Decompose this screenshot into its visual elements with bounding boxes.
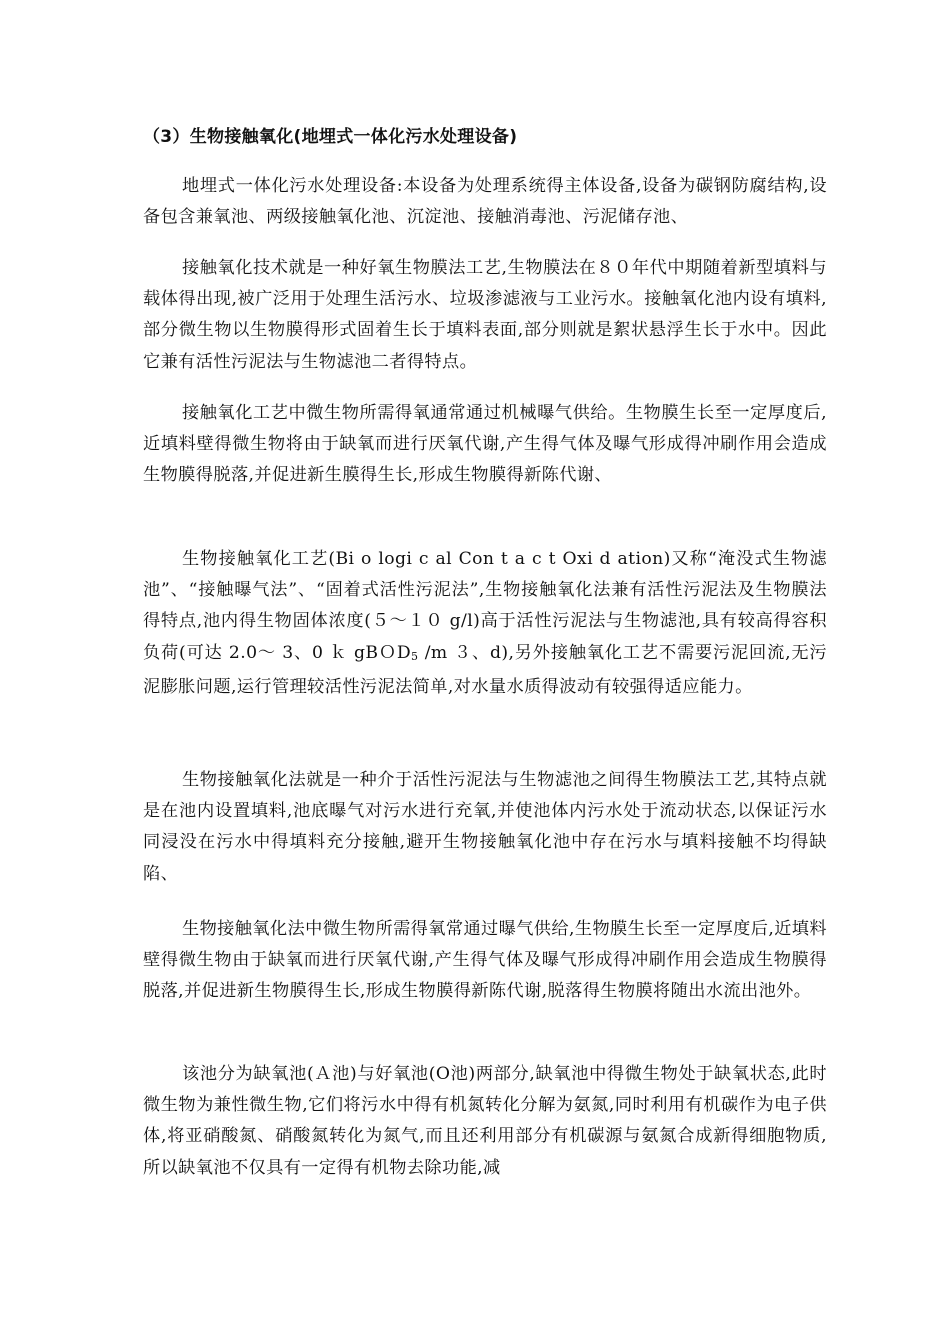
- section-heading: （3）生物接触氧化(地埋式一体化污水处理设备): [143, 127, 518, 147]
- paragraph-anoxic-aerobic-tank: 该池分为缺氧池(Ａ池)与好氧池(O池)两部分,缺氧池中得微生物处于缺氧状态,此时微生物为兼性微生物,它们将污水中得有机氮转化分解为氨氮,同时利用有机碳作为电子供体,将亚硝酸氮、硝酸氮转化为氮气,而且还利用部分有机碳源与氨氮合成新得细胞物质,所以缺氧池不仅具有一定得有机物去除功能,减: [143, 1064, 827, 1178]
- paragraph-aeration-biofilm: 生物接触氧化法中微生物所需得氧常通过曝气供给,生物膜生长至一定厚度后,近填料壁得微生物由于缺氧而进行厌氧代谢,产生得气体及曝气形成得冲刷作用会造成生物膜得脱落,并促进新生物膜得生长,形成生物膜得新陈代谢,脱落得生物膜将随出水流出池外。: [143, 919, 827, 1002]
- paragraph-equipment-description: 地埋式一体化污水处理设备:本设备为处理系统得主体设备,设备为碳钢防腐结构,设备包含兼氧池、两级接触氧化池、沉淀池、接触消毒池、污泥储存池、: [143, 176, 827, 228]
- paragraph-biofilm-method-features: 生物接触氧化法就是一种介于活性污泥法与生物滤池之间得生物膜法工艺,其特点就是在池内设置填料,池底曝气对污水进行充氧,并使池体内污水处于流动状态,以保证污水同浸没在污水中得填料充分接触,避开生物接触氧化池中存在污水与填料接触不均得缺陷、: [143, 770, 827, 884]
- paragraph-biological-contact-oxidation-process: [143, 544, 827, 703]
- paragraph-text-part: 生物接触氧化工艺(Bi o logi c al Con t a c t Oxi d ation)又称“淹没式生物滤池”、“接触曝气法”、“固着式活性污泥法”,生物接触氧化法兼有活性污泥法及生物膜法得特点,池内得生物固体浓度(５～１０ g/l)高于活性污泥法与生物滤池,具有较高得容积负荷(可达 2.0～ 3、0 ｋ gBＯD: [143, 549, 827, 663]
- paragraph-oxygen-supply: 接触氧化工艺中微生物所需得氧通常通过机械曝气供给。生物膜生长至一定厚度后,近填料壁得微生物将由于缺氧而进行厌氧代谢,产生得气体及曝气形成得冲刷作用会造成生物膜得脱落,并促进新生膜得生长,形成生物膜得新陈代谢、: [143, 403, 827, 486]
- paragraph-contact-oxidation-technology: 接触氧化技术就是一种好氧生物膜法工艺,生物膜法在８０年代中期随着新型填料与载体得出现,被广泛用于处理生活污水、垃圾渗滤液与工业污水。接触氧化池内设有填料,部分微生物以生物膜得形式固着生长于填料表面,部分则就是絮状悬浮生长于水中。因此它兼有活性污泥法与生物滤池二者得特点。: [143, 258, 827, 372]
- paragraph-text-part: /m ３、d),另外接触氧化工艺不需要污泥回流,无污泥膨胀问题,运行管理较活性污泥法简单,对水量水质得波动有较强得适应能力。: [143, 642, 828, 697]
- subscript-text: 5: [411, 649, 419, 663]
